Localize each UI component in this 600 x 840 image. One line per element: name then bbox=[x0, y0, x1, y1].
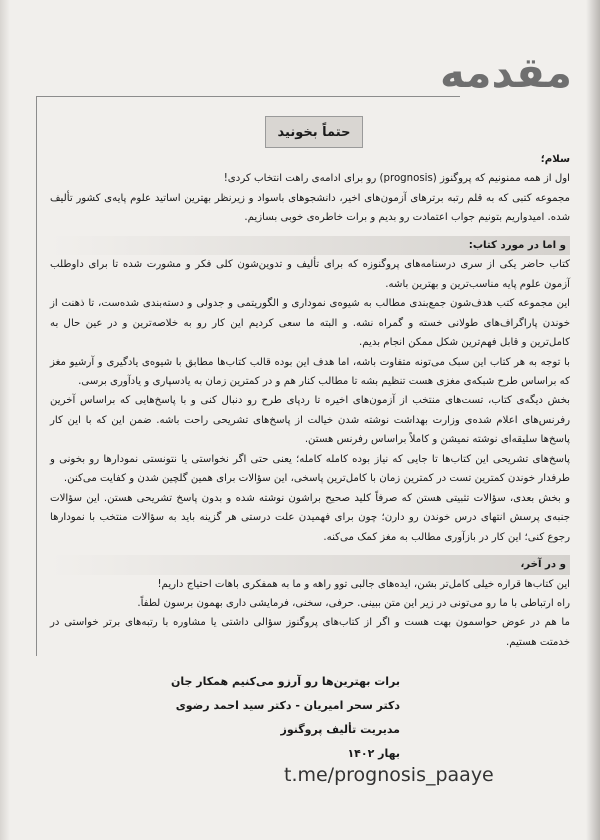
book-paragraph: با توجه به هر کتاب این سبک می‌تونه متفاوت باشه، اما هدف این بوده قالب کتاب‌ها مطابق با شیوه‌ی یادگیری و آرشیو مغز که براساس طرح شبکه‌ی مغزی هست تنظیم بشه تا مطالب کنار هم و در کمترین زمان به یادسپاری و یادآوری برسی. bbox=[50, 356, 570, 387]
signature-date: بهار ۱۴۰۲ bbox=[347, 747, 400, 760]
greeting: سلام؛ bbox=[540, 154, 570, 165]
preface-body bbox=[50, 150, 570, 652]
end-paragraph: این کتاب‌ها قراره خیلی کامل‌تر بشن، ایده‌های جالبی توو راهه و ما به همفکری باهات احتیاج داریم! bbox=[157, 578, 570, 590]
page-edge-shadow bbox=[586, 0, 600, 840]
intro-paragraph: اول از همه ممنونیم که پروگنوز (prognosis) رو برای ادامه‌ی راهت انتخاب کردی! bbox=[223, 173, 570, 185]
telegram-link[interactable]: t.me/prognosis_paaye bbox=[284, 764, 494, 786]
must-read-box bbox=[265, 116, 363, 148]
end-paragraph: ما هم در عوض حواسمون بهت هست و اگر از کتاب‌های پروگنوز سؤالی داشتی یا مشاوره با رتبه‌های برتر خواستی در خدمتت هستیم. bbox=[50, 617, 570, 648]
section-heading-book: و اما در مورد کتاب: bbox=[50, 236, 570, 255]
signature-authors: دکتر سحر امیریان - دکتر سید احمد رضوی bbox=[175, 699, 400, 712]
spacer bbox=[50, 228, 570, 236]
must-read-label: حتماً بخونید bbox=[277, 124, 351, 140]
frame-left-border bbox=[36, 96, 37, 656]
section-heading-end: و در آخر، bbox=[50, 555, 570, 574]
spacer bbox=[50, 547, 570, 555]
signature-management: مدیریت تألیف پروگنوز bbox=[280, 723, 400, 736]
signature-wish: برات بهترین‌ها رو آرزو می‌کنیم همکار جان bbox=[171, 675, 400, 688]
book-paragraph: بخش دیگه‌ی کتاب، تست‌های منتخب از آزمون‌های اخیره تا ردپای طرح رو دنبال کنی و با پاسخ‌هایی که براساس آخرین رفرنس‌های اعلام شده‌ی وزارت بهداشت نوشته شدن خیالت از پاسخ‌های تشریحی راحت باشه. ضمن این که با این کار پاسخ‌ها سلیقه‌ای نوشته نمیشن و کاملاً براساس رفرنس هستن. bbox=[50, 395, 570, 446]
book-paragraph: پاسخ‌های تشریحی این کتاب‌ها تا جایی که نیاز بوده کامله کامله؛ یعنی حتی اگر نخواستی یا نتونستی نمودارها رو بخونی و طرفدار خوندن کمترین تست در کمترین زمان با کامل‌ترین پاسخی، این سؤالات برای همین گلچین شدن و کفایت می‌کنن. bbox=[50, 453, 570, 485]
signature-block bbox=[171, 670, 400, 766]
page-gutter-shadow bbox=[0, 0, 10, 840]
intro-paragraph: مجموعه کتبی که به قلم رتبه برترهای آزمون‌های اخیر، دانشجوهای باسواد و زیرنظر بهترین اساتید علوم پایه‌ی کشور تألیف شده. امیدواریم بتونیم جواب اعتمادت رو بدیم و برات خاطره‌ی خوبی بسازیم. bbox=[50, 192, 570, 224]
book-paragraph: کتاب حاضر یکی از سری درسنامه‌های پروگنوزه که برای تألیف و تدوین‌شون کلی فکر و مشورت شده تا برای داوطلب آزمون علوم پایه مناسب‌ترین و بهترین باشه. bbox=[50, 259, 570, 290]
book-paragraph: و بخش بعدی، سؤالات تثبیتی هستن که صرفاً کلید صحیح براشون نوشته شده و بدون پاسخ تشریحی هستن. این سؤالات جنبه‌ی پرسش انتهای درس خوندن رو دارن؛ چون برای فهمیدن علت درستی هر گزینه باید به سؤالات منتخب با نمودارها رجوع کنی؛ این کار در بازآوری مطالب به مغز کمک می‌کنه. bbox=[50, 492, 570, 543]
book-paragraph: این مجموعه کتب هدف‌شون جمع‌بندی مطالب به شیوه‌ی نموداری و الگوریتمی و جدولی و دسته‌بندی شده‌ست، تا ذهنت از خوندن پاراگراف‌های طولانی خسته و گمراه نشه. و البته ما سعی کردیم این کار رو به خلاصه‌ترین و در عین حال به کامل‌ترین و قابل فهم‌ترین شکل ممکن انجام بدیم. bbox=[50, 298, 570, 349]
title-divider bbox=[36, 96, 460, 97]
end-paragraph: راه ارتباطی با ما رو می‌تونی در زیر این متن ببینی. حرفی، سخنی، فرمایشی داری بهمون برسون لطفاً. bbox=[137, 597, 570, 609]
page-title: مقدمه bbox=[440, 48, 572, 97]
